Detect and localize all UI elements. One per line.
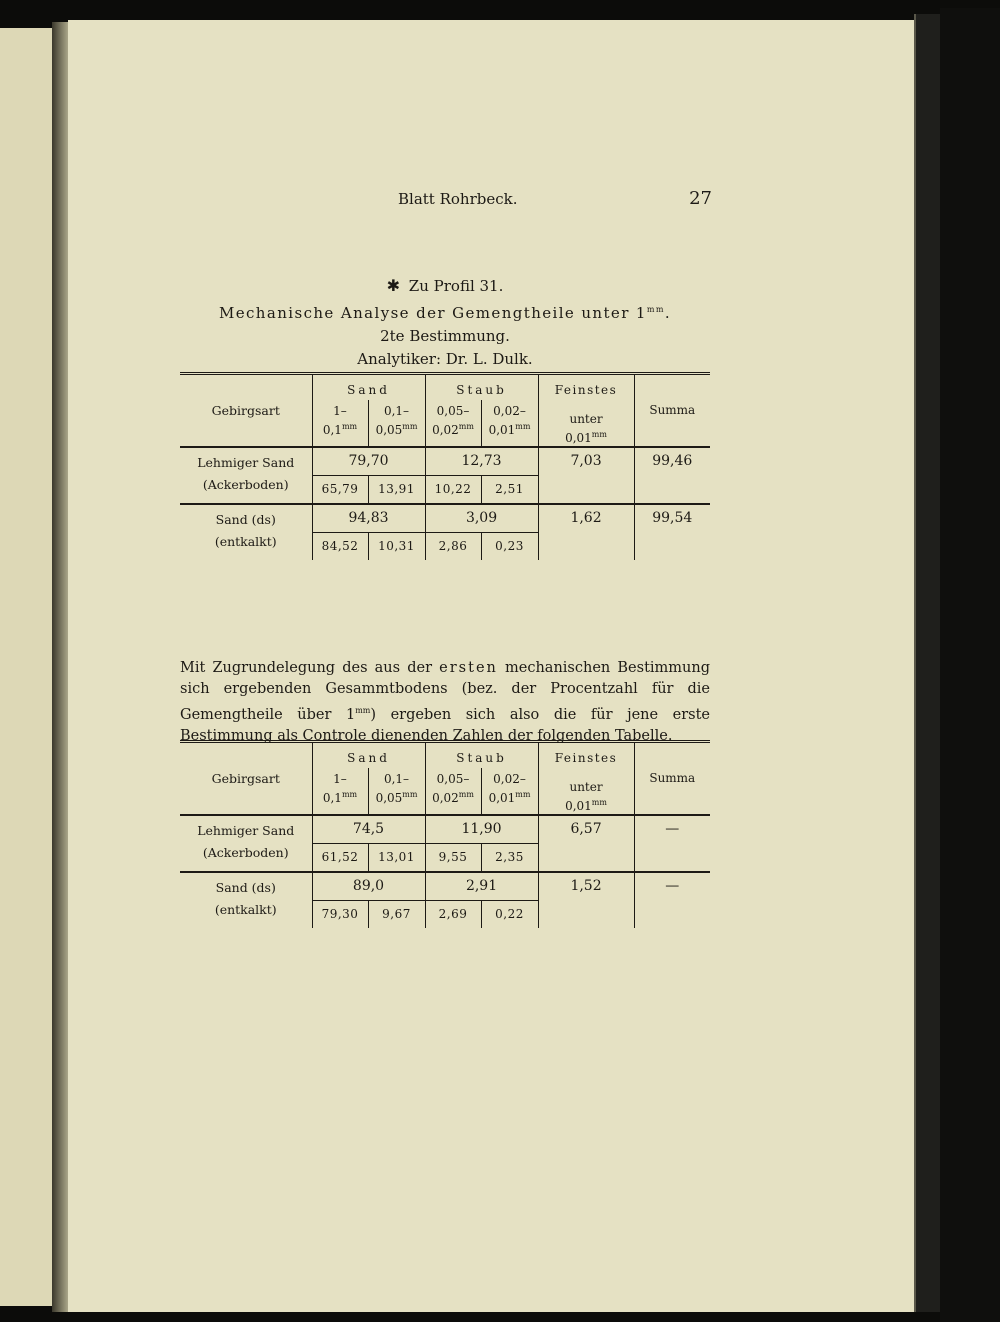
col-header-sand: Sand — [312, 374, 425, 401]
staub-fraction-2: 0,23 — [481, 533, 538, 561]
summa-value: — — [634, 815, 710, 872]
table-row — [180, 815, 710, 844]
col-header-staub-1: 0,05– $0,02^{mm}$ — [425, 768, 481, 815]
col-header-summa: Summa — [634, 742, 710, 816]
sand-total: 94,83 — [312, 504, 425, 533]
running-title: Blatt Rohrbeck. — [398, 190, 518, 208]
table-row — [180, 872, 710, 901]
book-binding — [940, 8, 1000, 1322]
feinstes-value: 7,03 — [538, 447, 634, 504]
table-row — [180, 447, 710, 476]
col-header-staub-1: 0,05– $0,02^{mm}$ — [425, 400, 481, 447]
row-label: Lehmiger Sand (Ackerboden) — [197, 823, 295, 860]
staub-fraction-1: 9,55 — [425, 844, 481, 873]
analysis-heading: Mechanische Analyse der Gemengtheile unter $1^{mm}$. — [218, 304, 672, 322]
profile-line — [180, 274, 710, 298]
col-header-sand-2: 0,1– $0,05^{mm}$ — [368, 400, 425, 447]
col-header-staub-2: 0,02– $0,01^{mm}$ — [481, 768, 538, 815]
sand-fraction-2: 9,67 — [368, 901, 425, 929]
sand-fraction-1: 65,79 — [312, 476, 368, 505]
page-edge-right — [914, 14, 942, 1312]
col-header-staub-2: 0,02– $0,01^{mm}$ — [481, 400, 538, 447]
table-header-row — [180, 742, 710, 769]
page-number: 27 — [689, 188, 712, 209]
sand-total: 79,70 — [312, 447, 425, 476]
row-label: Sand (ds) (entkalkt) — [214, 880, 277, 917]
staub-fraction-2: 0,22 — [481, 901, 538, 929]
summa-value: — — [634, 872, 710, 928]
table-row — [180, 504, 710, 533]
facing-page-edge — [0, 28, 55, 1306]
feinstes-value: 1,52 — [538, 872, 634, 928]
summa-value: 99,54 — [634, 504, 710, 560]
title-block — [180, 274, 710, 371]
col-header-staub: Staub — [425, 374, 538, 401]
row-label: Lehmiger Sand (Ackerboden) — [197, 455, 295, 492]
body-paragraph: Mit Zugrundelegung des aus der ersten mechanischen Bestimmung sich ergebenden Gesammtbodens (bez. der Procentzahl für die Gemengtheile über $1^{mm}$) ergeben sich also die für jene erste Bestimmung als Controle dienenden Zahlen der folgenden Tabelle. — [180, 660, 710, 744]
staub-total: 3,09 — [425, 504, 538, 533]
sand-fraction-2: 13,91 — [368, 476, 425, 505]
book-page — [68, 20, 914, 1312]
col-header-sand-1: 1– $0,1^{mm}$ — [312, 400, 368, 447]
col-header-staub: Staub — [425, 742, 538, 769]
summa-value: 99,46 — [634, 447, 710, 504]
col-header-gebirgsart: Gebirgsart — [211, 403, 280, 418]
sand-total: 89,0 — [312, 872, 425, 901]
feinstes-value: 1,62 — [538, 504, 634, 560]
col-header-sand-1: 1– $0,1^{mm}$ — [312, 768, 368, 815]
staub-fraction-2: 2,35 — [481, 844, 538, 873]
col-header-feinstes: Feinstes unter $0,01^{mm}$ — [538, 742, 634, 816]
sand-total: 74,5 — [312, 815, 425, 844]
row-label: Sand (ds) (entkalkt) — [214, 512, 277, 549]
profile-title: Zu Profil 31. — [408, 277, 504, 295]
staub-fraction-2: 2,51 — [481, 476, 538, 505]
staub-fraction-1: 2,69 — [425, 901, 481, 929]
sand-fraction-2: 10,31 — [368, 533, 425, 561]
col-header-sand: Sand — [312, 742, 425, 769]
analysis-table-2 — [180, 740, 710, 928]
col-header-sand-2: 0,1– $0,05^{mm}$ — [368, 768, 425, 815]
determination-line: 2te Bestimmung. — [380, 327, 510, 345]
sand-fraction-1: 84,52 — [312, 533, 368, 561]
staub-total: 2,91 — [425, 872, 538, 901]
table-header-row — [180, 374, 710, 401]
analyst-line: Analytiker: Dr. L. Dulk. — [357, 350, 533, 368]
sand-fraction-1: 61,52 — [312, 844, 368, 873]
asterisk-icon: ✱ — [386, 276, 401, 295]
col-header-gebirgsart: Gebirgsart — [211, 771, 280, 786]
feinstes-value: 6,57 — [538, 815, 634, 872]
staub-fraction-1: 2,86 — [425, 533, 481, 561]
sand-fraction-2: 13,01 — [368, 844, 425, 873]
staub-total: 12,73 — [425, 447, 538, 476]
col-header-feinstes: Feinstes unter $0,01^{mm}$ — [538, 374, 634, 448]
staub-fraction-1: 10,22 — [425, 476, 481, 505]
analysis-table-1 — [180, 372, 710, 560]
col-header-summa: Summa — [634, 374, 710, 448]
staub-total: 11,90 — [425, 815, 538, 844]
sand-fraction-1: 79,30 — [312, 901, 368, 929]
